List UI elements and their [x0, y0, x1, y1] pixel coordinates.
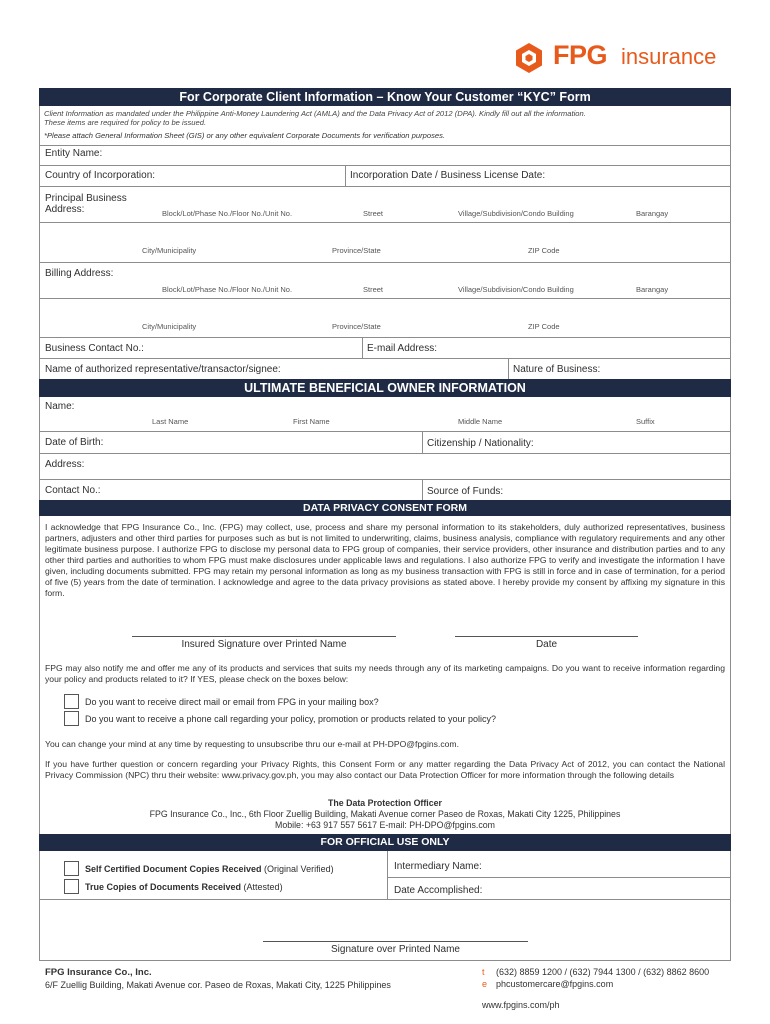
logo-text-bold: FPG — [553, 40, 608, 70]
ubo-name-label: Name: — [45, 401, 75, 412]
addr-street: Street — [363, 209, 384, 218]
addr-province: Province/State — [332, 246, 381, 255]
footer-company: FPG Insurance Co., Inc. — [45, 967, 152, 978]
addr-city: City/Municipality — [142, 322, 197, 331]
intro-text — [44, 109, 724, 127]
true-copies-label — [85, 882, 283, 892]
entity-name-label: Entity Name: — [45, 148, 103, 159]
date-accomplished-label: Date Accomplished: — [394, 885, 483, 896]
email-label: E-mail Address: — [367, 343, 438, 354]
addr-zip: ZIP Code — [528, 322, 560, 331]
addr-block: Block/Lot/Phase No./Floor No./Unit No. — [162, 209, 293, 218]
country-label: Country of Incorporation: — [45, 170, 156, 181]
ubo-heading: ULTIMATE BENEFICIAL OWNER INFORMATION — [39, 379, 731, 397]
dpo-block — [39, 798, 731, 831]
signature-line[interactable] — [132, 636, 396, 637]
phone-call-label: Do you want to receive a phone call regarding your policy, promotion or products related to your policy? — [85, 714, 497, 724]
row-divider — [39, 431, 731, 432]
ubo-dob-label: Date of Birth: — [45, 437, 104, 448]
unsubscribe-text: You can change your mind at any time by requesting to unsubscribe thru our e-mail at PH-DPO@fpgins.com. — [45, 739, 459, 749]
date-label: Date — [535, 639, 558, 650]
privacy-heading: DATA PRIVACY CONSENT FORM — [39, 500, 731, 516]
official-signature-line[interactable] — [263, 941, 528, 942]
principal-address-label: Principal Business Address: — [45, 193, 127, 215]
true-copies-note: (Attested) — [241, 882, 283, 892]
footer-t-label: t — [482, 967, 485, 977]
addr-zip: ZIP Code — [528, 246, 560, 255]
addr-province: Province/State — [332, 322, 381, 331]
row-divider — [39, 186, 731, 187]
row-divider — [39, 262, 731, 263]
col-divider — [422, 431, 423, 453]
fpg-logo-icon — [513, 42, 545, 74]
addr-block: Block/Lot/Phase No./Floor No./Unit No. — [162, 285, 293, 294]
footer-address: 6/F Zuellig Building, Makati Avenue cor. Paseo de Roxas, Makati City, 1225 Philippines — [45, 980, 391, 990]
intermediary-label: Intermediary Name: — [394, 861, 482, 872]
self-certified-label — [85, 864, 334, 874]
official-signature-label: Signature over Printed Name — [331, 944, 460, 955]
billing-address-label: Billing Address: — [45, 268, 114, 279]
fpg-logo — [513, 42, 738, 74]
row-divider — [39, 358, 731, 359]
marketing-text: FPG may also notify me and offer me any of its products and services that suits my needs through any of its marketing campaigns. Do you want to receive information regarding your policy and products related to it? If YES, please check on the boxes below: — [45, 663, 725, 684]
footer-email[interactable]: phcustomercare@fpgins.com — [496, 979, 614, 989]
addr-village: Village/Subdivision/Condo Building — [458, 285, 574, 294]
row-divider — [39, 337, 731, 338]
business-contact-label: Business Contact No.: — [45, 343, 144, 354]
dpo-title: The Data Protection Officer — [328, 798, 442, 808]
self-certified-bold: Self Certified Document Copies Received — [85, 864, 262, 874]
addr-street: Street — [363, 285, 384, 294]
addr-city: City/Municipality — [142, 246, 197, 255]
ubo-first-name: First Name — [293, 417, 330, 426]
official-heading: FOR OFFICIAL USE ONLY — [39, 834, 731, 851]
further-text: If you have further question or concern regarding your Privacy Rights, this Consent Form or any matter regarding the Data Privacy Act of 2012, you can contact the National Privacy Commission (NPC) thru their website: www.privacy.gov.ph, you may also contact our Data Protection Officer for more information through the following details — [45, 759, 725, 780]
direct-mail-label: Do you want to receive direct mail or email from FPG in your mailing box? — [85, 697, 379, 707]
row-divider — [387, 877, 731, 878]
direct-mail-checkbox[interactable] — [64, 694, 79, 709]
entity-name-field[interactable] — [130, 146, 725, 164]
row-divider — [39, 298, 731, 299]
phone-call-checkbox[interactable] — [64, 711, 79, 726]
dpo-contact: Mobile: +63 917 557 5617 E-mail: PH-DPO@fpgins.com — [275, 820, 495, 830]
ubo-citizenship-label: Citizenship / Nationality: — [427, 438, 534, 449]
self-certified-checkbox[interactable] — [64, 861, 79, 876]
addr-barangay: Barangay — [636, 209, 669, 218]
authorized-rep-label: Name of authorized representative/transactor/signee: — [45, 364, 281, 375]
true-copies-checkbox[interactable] — [64, 879, 79, 894]
ubo-suffix: Suffix — [636, 417, 655, 426]
col-divider — [422, 479, 423, 500]
addr-village: Village/Subdivision/Condo Building — [458, 209, 574, 218]
row-divider — [39, 453, 731, 454]
ubo-middle-name: Middle Name — [458, 417, 503, 426]
addr-barangay: Barangay — [636, 285, 669, 294]
intro-line-2: These items are required for policy to be issued. — [44, 118, 207, 127]
col-divider — [508, 358, 509, 379]
ubo-last-name: Last Name — [152, 417, 189, 426]
ubo-funds-label: Source of Funds: — [427, 486, 504, 497]
nature-business-label: Nature of Business: — [513, 364, 601, 375]
col-divider — [345, 165, 346, 186]
footer-phones: (632) 8859 1200 / (632) 7944 1300 / (632) 8862 8600 — [496, 967, 710, 977]
row-divider — [39, 899, 731, 900]
intro-line-1: Client Information as mandated under the Philippine Anti-Money Laundering Act (AMLA) and the Data Privacy Act of 2012 (DPA). Kindly fill out all the information. — [44, 109, 586, 118]
col-divider — [362, 337, 363, 358]
self-certified-note: (Original Verified) — [261, 864, 334, 874]
privacy-body: I acknowledge that FPG Insurance Co., Inc. (FPG) may collect, use, process and share my personal information to its stakeholders, duly authorized representatives, business partners, adjusters and other third parties for purposes such as but is not limited to underwriting, claims, business analysis, compliance with regulatory requirements and any other legitimate business purpose. I authorize FPG to disclose my personal data to FPG group of companies, their service providers, other insurance and distribution parties and to any other third parties and authorities to whom FPG must make disclosures under applicable laws and regulations. I also authorize FPG to verify and investigate the information I have given, including documents submitted. FPG may retain my personal information as long as my business transaction with FPG is still in force and in case of termination, for a period of five (5) years from the date of termination. I acknowledge and agree to the data privacy provisions as stated above. I hereby provide my consent by affixing my signature in this form. — [45, 522, 725, 598]
logo-text: insurance — [621, 44, 717, 69]
row-divider — [39, 165, 731, 166]
true-copies-bold: True Copies of Documents Received — [85, 882, 242, 892]
form-title: For Corporate Client Information – Know Your Customer “KYC” Form — [39, 88, 731, 106]
date-line[interactable] — [455, 636, 638, 637]
footer-e-label: e — [482, 979, 488, 989]
row-divider — [39, 479, 731, 480]
inc-date-label: Incorporation Date / Business License Date: — [350, 170, 546, 181]
ubo-address-label: Address: — [45, 459, 85, 470]
col-divider — [387, 851, 388, 899]
insured-signature-label: Insured Signature over Printed Name — [181, 639, 347, 650]
ubo-contact-label: Contact No.: — [45, 485, 101, 496]
intro-note: *Please attach General Information Sheet (GIS) or any other equivalent Corporate Documents for verification purposes. — [44, 131, 445, 140]
footer-web[interactable]: www.fpgins.com/ph — [482, 1000, 560, 1010]
row-divider — [39, 222, 731, 223]
dpo-address: FPG Insurance Co., Inc., 6th Floor Zuellig Building, Makati Avenue corner Paseo de Roxas, Makati City 1225, Philippines — [149, 809, 621, 819]
